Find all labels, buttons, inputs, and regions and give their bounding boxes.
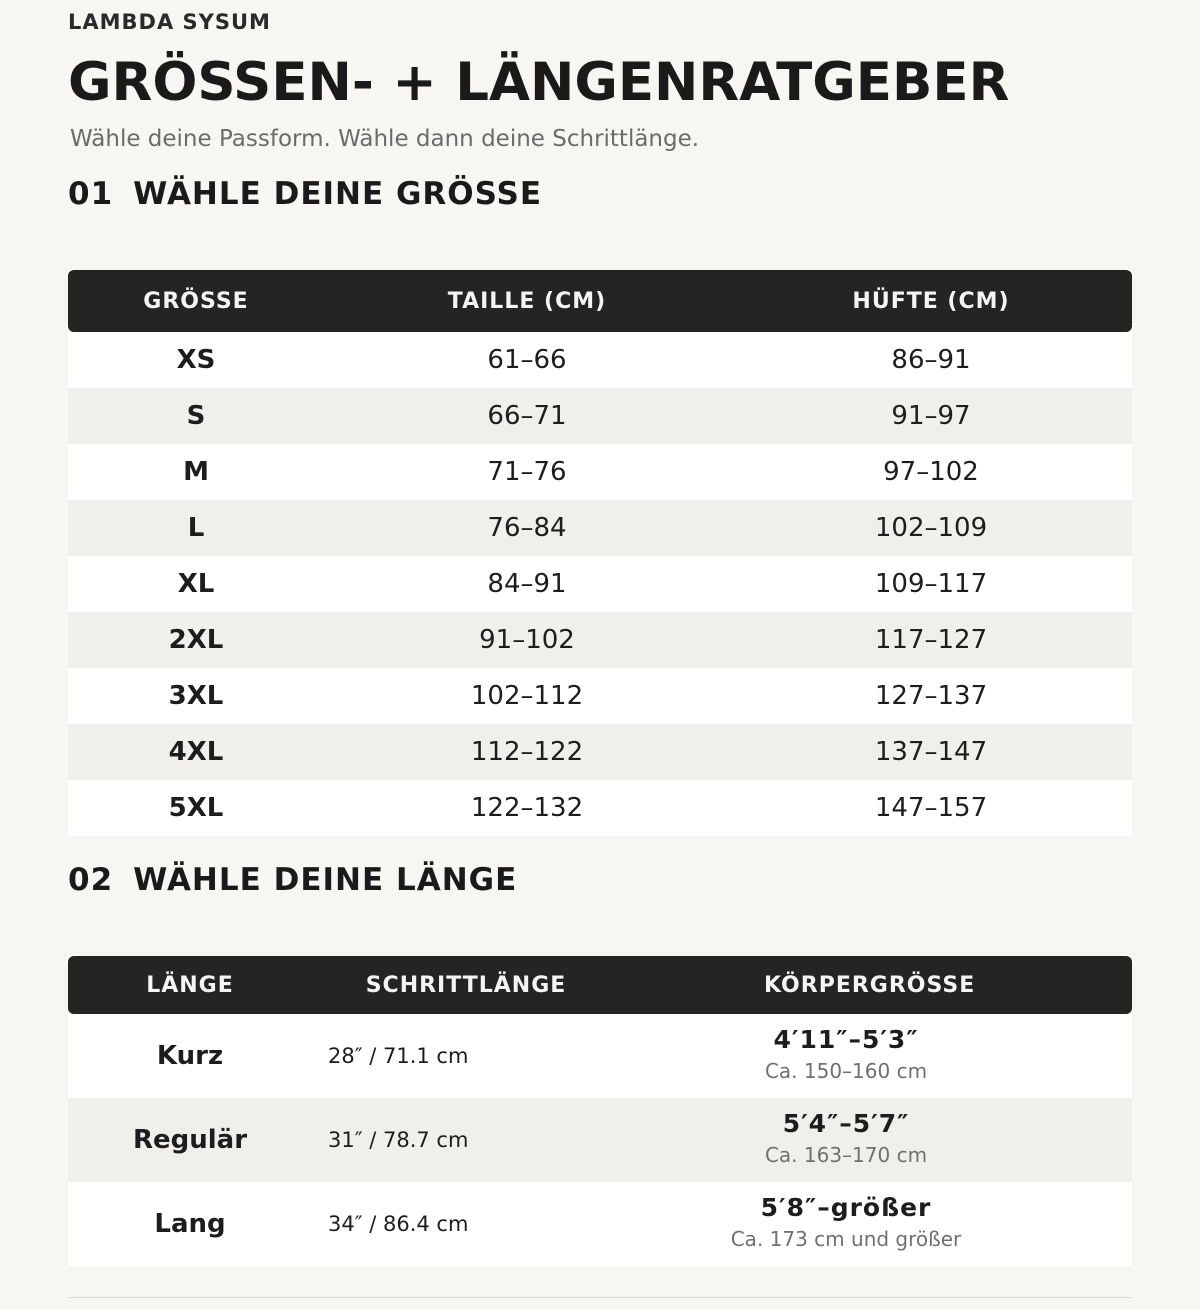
size-cell: L	[68, 500, 324, 556]
hip-cell: 86–91	[730, 332, 1132, 388]
page-subtitle: Wähle deine Passform. Wähle dann deine Schrittlänge.	[70, 126, 700, 152]
size-cell: M	[68, 444, 324, 500]
size-cell: 2XL	[68, 612, 324, 668]
hip-cell: 117–127	[730, 612, 1132, 668]
body-height-metric: Ca. 150–160 cm	[764, 1059, 928, 1083]
column-header-hip: HÜFTE (CM)	[730, 270, 1132, 332]
size-row-xl	[68, 556, 1132, 612]
inseam-cell	[312, 1182, 620, 1266]
brand-name: LAMBDA SYSUM	[68, 10, 271, 34]
hip-cell: 147–157	[730, 780, 1132, 836]
waist-cell: 76–84	[324, 500, 730, 556]
length-name-cell: Lang	[68, 1182, 312, 1266]
column-header-size: GRÖSSE	[68, 270, 324, 332]
size-row-s	[68, 388, 1132, 444]
size-row-m	[68, 444, 1132, 500]
inseam-value: 34″ / 86.4 cm	[328, 1212, 469, 1236]
size-cell: S	[68, 388, 324, 444]
waist-cell: 66–71	[324, 388, 730, 444]
hip-cell: 127–137	[730, 668, 1132, 724]
size-section-number: 01	[68, 176, 114, 212]
footer-divider	[68, 1297, 1132, 1298]
length-name-cell: Regulär	[68, 1098, 312, 1182]
waist-cell: 91–102	[324, 612, 730, 668]
size-section-title: WÄHLE DEINE GRÖSSE	[133, 176, 543, 212]
waist-cell: 122–132	[324, 780, 730, 836]
body-height-metric: Ca. 173 cm und größer	[730, 1227, 962, 1251]
column-header-inseam: SCHRITTLÄNGE	[312, 956, 620, 1014]
body-height-imperial: 5′4″–5′7″	[782, 1109, 910, 1138]
length-name-cell: Kurz	[68, 1014, 312, 1098]
body-height-imperial: 4′11″–5′3″	[773, 1025, 919, 1054]
body-height-cell	[620, 1182, 1132, 1266]
length-section-number: 02	[68, 862, 114, 898]
size-cell: XL	[68, 556, 324, 612]
length-table	[68, 956, 1132, 1266]
body-height-cell	[620, 1014, 1132, 1098]
waist-cell: 84–91	[324, 556, 730, 612]
hip-cell: 91–97	[730, 388, 1132, 444]
size-section-heading	[68, 176, 542, 212]
hip-cell: 102–109	[730, 500, 1132, 556]
size-row-l	[68, 500, 1132, 556]
size-cell: XS	[68, 332, 324, 388]
hip-cell: 109–117	[730, 556, 1132, 612]
waist-cell: 102–112	[324, 668, 730, 724]
column-header-length: LÄNGE	[68, 956, 312, 1014]
size-row-xs	[68, 332, 1132, 388]
body-height-cell	[620, 1098, 1132, 1182]
inseam-value: 31″ / 78.7 cm	[328, 1128, 469, 1152]
size-cell: 5XL	[68, 780, 324, 836]
body-height-imperial: 5′8″–größer	[760, 1193, 932, 1222]
size-table-header	[68, 270, 1132, 332]
hip-cell: 97–102	[730, 444, 1132, 500]
size-table	[68, 270, 1132, 836]
size-cell: 4XL	[68, 724, 324, 780]
size-row-4xl	[68, 724, 1132, 780]
size-row-5xl	[68, 780, 1132, 836]
hip-cell: 137–147	[730, 724, 1132, 780]
length-table-header	[68, 956, 1132, 1014]
inseam-cell	[312, 1014, 620, 1098]
column-header-waist: TAILLE (CM)	[324, 270, 730, 332]
inseam-value: 28″ / 71.1 cm	[328, 1044, 469, 1068]
length-row-lang	[68, 1182, 1132, 1266]
column-header-body-height: KÖRPERGRÖSSE	[620, 956, 1132, 1014]
waist-cell: 61–66	[324, 332, 730, 388]
size-row-2xl	[68, 612, 1132, 668]
page-title: GRÖSSEN- + LÄNGENRATGEBER	[68, 52, 1010, 113]
length-row-kurz	[68, 1014, 1132, 1098]
size-cell: 3XL	[68, 668, 324, 724]
inseam-cell	[312, 1098, 620, 1182]
waist-cell: 71–76	[324, 444, 730, 500]
length-section-title: WÄHLE DEINE LÄNGE	[133, 862, 518, 898]
length-section-heading	[68, 862, 517, 898]
size-row-3xl	[68, 668, 1132, 724]
waist-cell: 112–122	[324, 724, 730, 780]
body-height-metric: Ca. 163–170 cm	[764, 1143, 928, 1167]
length-row-regular	[68, 1098, 1132, 1182]
